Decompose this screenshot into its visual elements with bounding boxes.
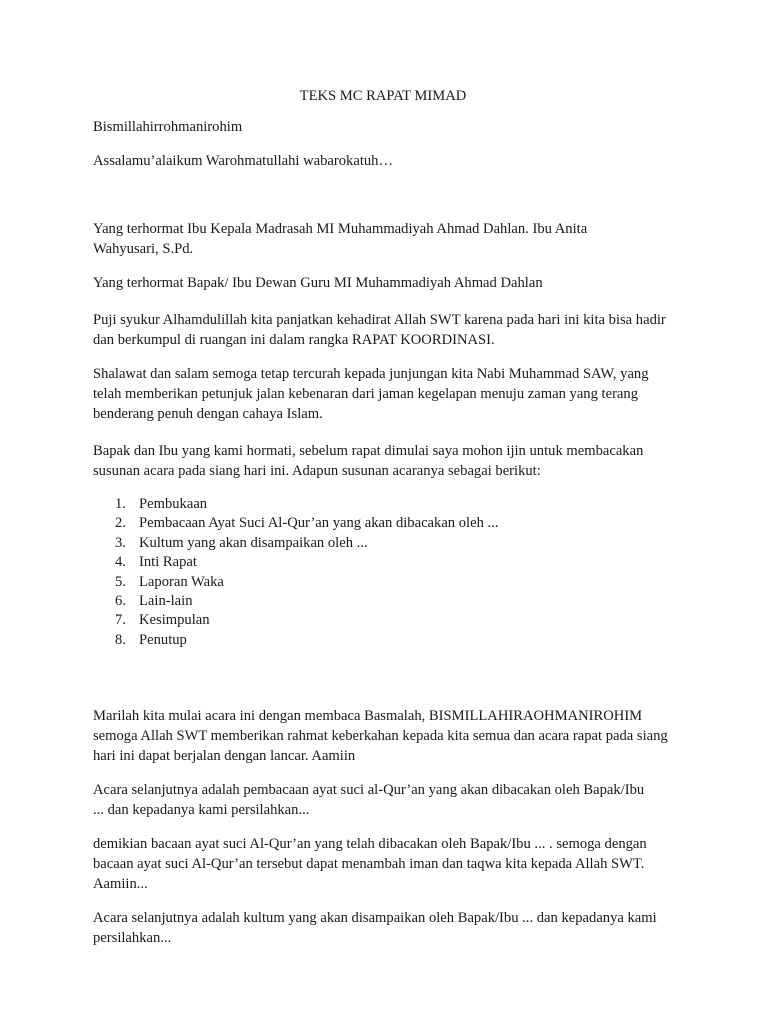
list-item-text: Inti Rapat <box>139 554 197 571</box>
list-item-text: Lain-lain <box>139 593 193 610</box>
document-body <box>93 86 683 948</box>
list-item-number: 6. <box>115 593 126 610</box>
list-item-number: 3. <box>115 534 126 551</box>
list-item-number: 5. <box>115 573 126 590</box>
list-item-number: 7. <box>115 612 126 629</box>
paragraph-gratitude: Puji syukur Alhamdulillah kita panjatkan kehadirat Allah SWT karena pada hari ini kita bisa hadir dan berkumpul di ruangan ini dalam rangka RAPAT KOORDINASI. <box>93 312 666 348</box>
paragraph-quran-reading: Acara selanjutnya adalah pembacaan ayat suci al-Qur’an yang akan dibacakan oleh Bapak/Ibu ... dan kepadanya kami persilahkan... <box>93 782 645 819</box>
list-item-text: Pembacaan Ayat Suci Al-Qur’an yang akan dibacakan oleh ... <box>139 515 499 532</box>
list-item <box>115 514 683 533</box>
document-title: TEKS MC RAPAT MIMAD <box>299 88 467 104</box>
list-item-number: 2. <box>115 515 126 532</box>
paragraph-agenda-intro: Bapak dan Ibu yang kami hormati, sebelum rapat dimulai saya mohon ijin untuk membacakan susunan acara pada siang hari ini. Adapun susunan acaranya sebagai berikut: <box>93 443 644 479</box>
list-item <box>115 592 683 611</box>
list-item-text: Penutup <box>139 631 187 648</box>
paragraph-basmalah: Marilah kita mulai acara ini dengan membaca Basmalah, BISMILLAHIRAOHMANIROHIM semoga Allah SWT memberikan rahmat keberkahan kepada kita semua dan acara rapat pada siang hari ini dapat berjalan dengan lancar. Aamiin <box>93 708 668 765</box>
salutation-principal: Yang terhormat Ibu Kepala Madrasah MI Muhammadiyah Ahmad Dahlan. Ibu Anita Wahyusari, S.Pd. <box>93 221 588 257</box>
paragraph-quran-closing: demikian bacaan ayat suci Al-Qur’an yang telah dibacakan oleh Bapak/Ibu ... . semoga dengan bacaan ayat suci Al-Qur’an tersebut dapat menambah iman dan taqwa kita kepada Allah SWT. Aamiin... <box>93 836 647 893</box>
list-item-text: Pembukaan <box>139 496 208 512</box>
list-item <box>115 553 683 572</box>
list-item-number: 1. <box>115 496 126 512</box>
list-item-text: Kesimpulan <box>139 612 210 629</box>
list-item-text: Kultum yang akan disampaikan oleh ... <box>139 534 368 551</box>
list-item <box>115 631 683 650</box>
list-item-text: Laporan Waka <box>139 573 224 590</box>
greeting: Assalamu’alaikum Warohmatullahi wabarokatuh… <box>93 153 394 169</box>
paragraph-shalawat: Shalawat dan salam semoga tetap tercurah kepada junjungan kita Nabi Muhammad SAW, yang telah memberikan petunjuk jalan kebenaran dari jaman kegelapan menuju zaman yang terang benderang penuh dengan cahaya Islam. <box>93 366 649 422</box>
list-item <box>115 495 683 514</box>
list-item-number: 8. <box>115 631 126 648</box>
list-item <box>115 573 683 592</box>
list-item-number: 4. <box>115 554 126 571</box>
paragraph-kultum: Acara selanjutnya adalah kultum yang akan disampaikan oleh Bapak/Ibu ... dan kepadanya kami persilahkan... <box>93 910 657 947</box>
opening-basmalah: Bismillahirrohmanirohim <box>93 119 243 135</box>
list-item <box>115 534 683 553</box>
salutation-teachers: Yang terhormat Bapak/ Ibu Dewan Guru MI Muhammadiyah Ahmad Dahlan <box>93 275 543 291</box>
agenda-list <box>115 495 683 650</box>
list-item <box>115 611 683 630</box>
